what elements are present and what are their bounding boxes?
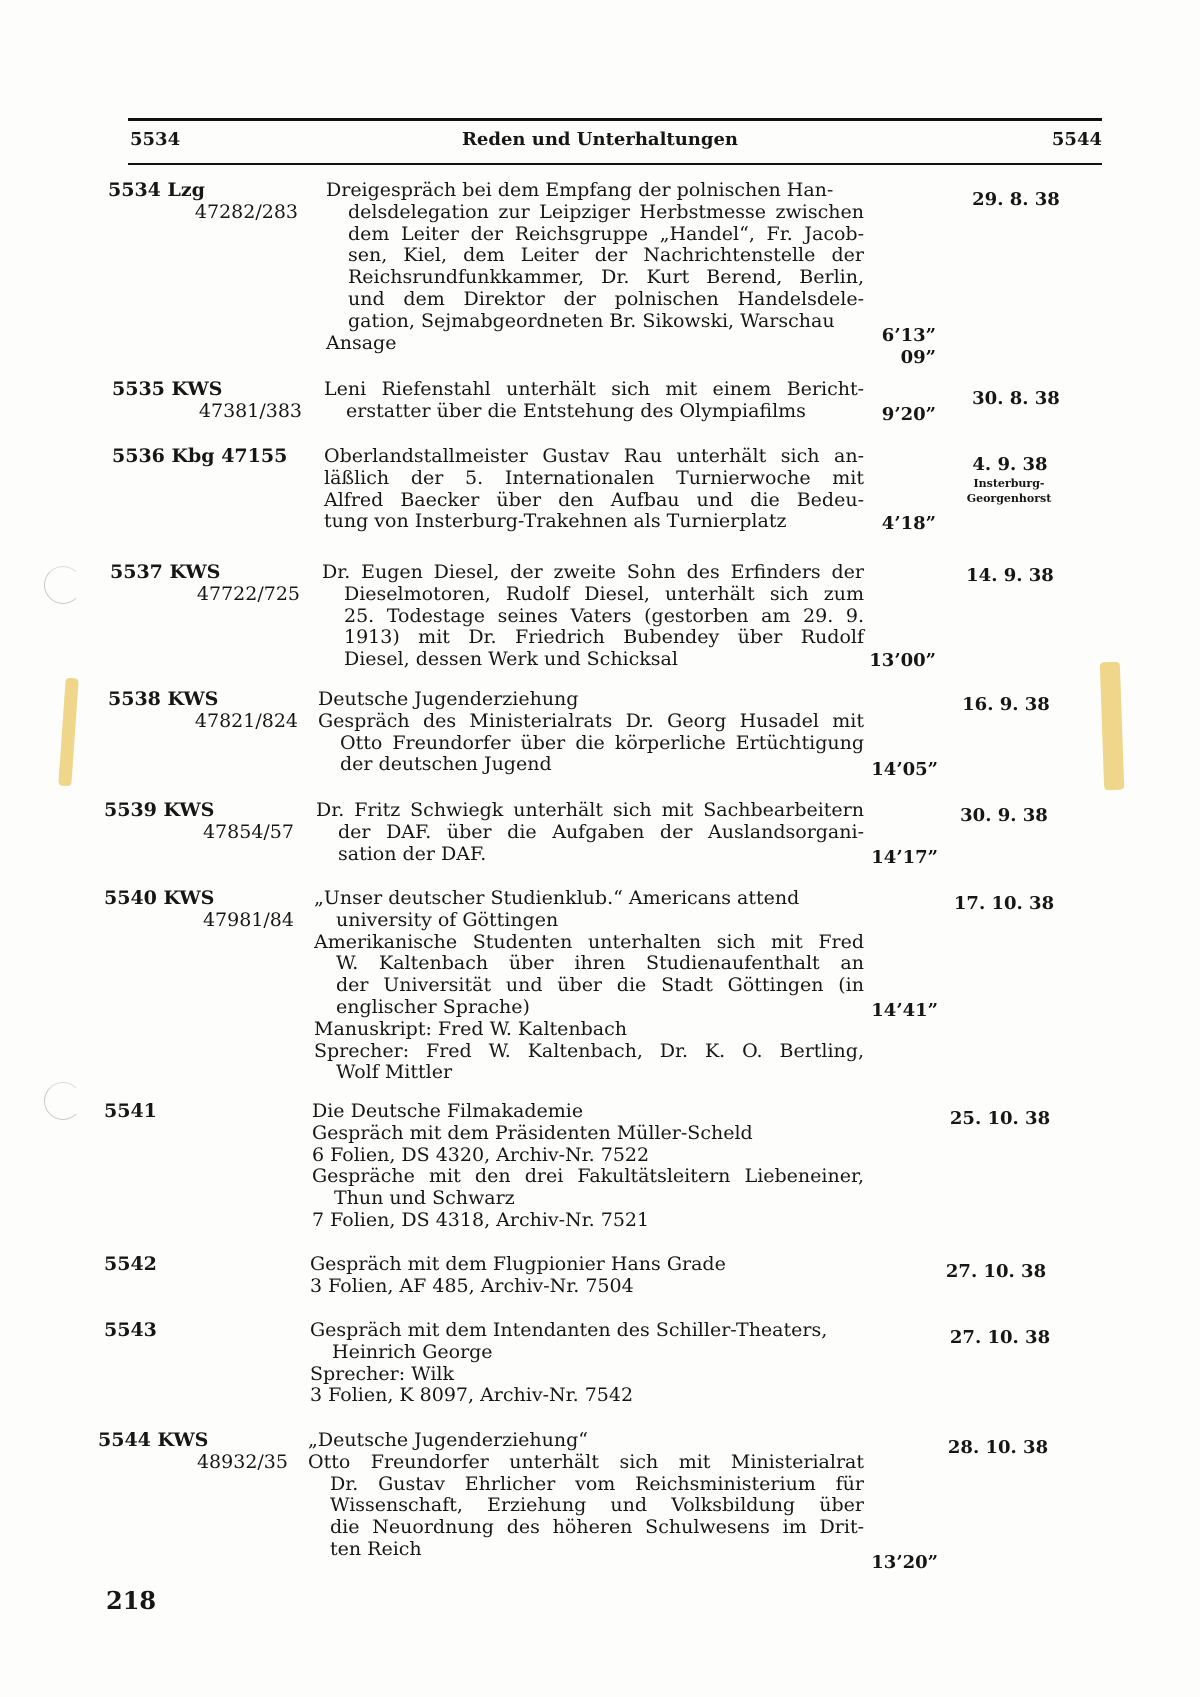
description-line: Gespräch des Ministerialrats Dr. Georg Husadel mit — [318, 709, 864, 732]
description-line: der deutschen Jugend — [340, 753, 552, 776]
entry-date: 30. 8. 38 — [972, 388, 1060, 409]
entry-id-column — [112, 379, 302, 423]
entry-duration: 4’18” — [881, 513, 936, 534]
description-line: Leni Riefenstahl unterhält sich mit einem Bericht- — [324, 378, 864, 400]
description-line: 3 Folien, AF 485, Archiv-Nr. 7504 — [310, 1274, 634, 1297]
entry-id-column — [104, 1254, 294, 1276]
description-line: dem Leiter der Reichsgruppe „Handel“, Fr. Jacob- — [348, 222, 864, 245]
header-right-number: 5544 — [1051, 129, 1102, 150]
punch-hole — [44, 1082, 82, 1120]
entry-description — [322, 562, 864, 671]
entry-date: 16. 9. 38 — [962, 694, 1050, 715]
description-line: Otto Freundorfer über die körperliche Ertüchtigung — [340, 731, 864, 754]
entry-description — [324, 379, 864, 423]
entry-id-column — [104, 1101, 294, 1123]
description-line: 6 Folien, DS 4320, Archiv-Nr. 7522 — [312, 1143, 650, 1166]
entry-archive-id: 47821/824 — [194, 710, 298, 732]
entry-description — [314, 888, 864, 1084]
entry-date: 17. 10. 38 — [953, 893, 1055, 914]
entry-description — [310, 1254, 864, 1298]
entry-description — [326, 180, 864, 354]
entry-number: 5541 — [104, 1100, 157, 1122]
description-line: sen, Kiel, dem Leiter der Nachrichtenstelle der — [348, 244, 864, 267]
entry-date: 25. 10. 38 — [949, 1108, 1051, 1129]
entry-number: 5543 — [104, 1319, 157, 1341]
entry-id-column — [98, 1430, 288, 1474]
highlighter-mark — [1100, 662, 1124, 791]
description-line: „Unser deutscher Studienklub.“ Americans attend — [314, 887, 800, 909]
description-line: Heinrich George — [332, 1340, 493, 1363]
description-line: Alfred Baecker über den Aufbau und die Bedeu- — [324, 488, 864, 511]
header-left-number: 5534 — [130, 129, 181, 150]
description-line: Sprecher: Fred W. Kaltenbach, Dr. K. O. Bertling, — [314, 1039, 864, 1062]
entry-date: 28. 10. 38 — [947, 1437, 1049, 1458]
entry-date: 14. 9. 38 — [966, 565, 1054, 586]
entry-id-column — [112, 446, 302, 468]
entry-id-column — [104, 1320, 294, 1342]
entry-archive-id: 47381/383 — [198, 400, 302, 422]
entry-number: 5534 Lzg — [108, 179, 205, 201]
entry-archive-id: 47854/57 — [202, 821, 294, 843]
entry-id-column — [110, 562, 300, 606]
entry-duration: 9’20” — [881, 404, 936, 425]
description-line: Deutsche Jugenderziehung — [318, 688, 579, 710]
entry-duration: 14’17” — [871, 847, 938, 868]
entry-archive-id: 47282/283 — [194, 201, 298, 223]
entry-number: 5535 KWS — [112, 378, 223, 400]
entry-number: 5536 Kbg 47155 — [112, 445, 288, 467]
header-rule-top — [128, 118, 1102, 121]
entry-place — [944, 476, 1074, 506]
description-line: gation, Sejmabgeordneten Br. Sikowski, Warschau — [348, 309, 835, 332]
description-line: Gespräch mit dem Intendanten des Schiller-Theaters, — [310, 1319, 828, 1341]
page-number: 218 — [106, 1586, 157, 1615]
description-line: sation der DAF. — [338, 842, 487, 865]
entry-description — [316, 800, 864, 865]
punch-hole — [44, 566, 82, 604]
description-line: Amerikanische Studenten unterhalten sich mit Fred — [314, 930, 864, 953]
entry-duration: 09” — [900, 347, 936, 368]
description-line: und dem Direktor der polnischen Handelsdele- — [348, 287, 864, 310]
description-line: Oberlandstallmeister Gustav Rau unterhält sich an- — [324, 445, 864, 467]
description-line: Manuskript: Fred W. Kaltenbach — [314, 1017, 627, 1040]
description-line: Dieselmotoren, Rudolf Diesel, unterhält sich zum — [344, 582, 864, 605]
entry-date: 30. 9. 38 — [960, 805, 1048, 826]
description-line: Dr. Gustav Ehrlicher vom Reichsministerium für — [330, 1472, 864, 1495]
description-line: läßlich der 5. Internationalen Turnierwoche mit — [324, 466, 864, 489]
running-title: Reden und Unterhaltungen — [461, 129, 739, 150]
description-line: Otto Freundorfer unterhält sich mit Ministerialrat — [308, 1450, 864, 1473]
description-line: 3 Folien, K 8097, Archiv-Nr. 7542 — [310, 1384, 634, 1407]
description-line: Dr. Eugen Diesel, der zweite Sohn des Erfinders der — [322, 561, 864, 583]
entry-number: 5540 KWS — [104, 887, 215, 909]
entry-description — [312, 1101, 864, 1232]
entry-id-column — [108, 180, 298, 224]
description-line: Dreigespräch bei dem Empfang der polnischen Han- — [326, 179, 834, 201]
entry-description — [318, 689, 864, 776]
description-line: Gespräch mit dem Flugpionier Hans Grade — [310, 1253, 726, 1275]
entry-duration: 6’13” — [881, 325, 936, 346]
entry-place-line: Georgenhorst — [966, 492, 1052, 505]
description-line: 1913) mit Dr. Friedrich Bubendey über Rudolf — [344, 626, 864, 649]
entry-archive-id: 48932/35 — [196, 1451, 288, 1473]
entry-id-column — [104, 800, 294, 844]
description-line: delsdelegation zur Leipziger Herbstmesse zwischen — [348, 200, 864, 223]
description-line: ten Reich — [330, 1537, 422, 1560]
description-line: Dr. Fritz Schwiegk unterhält sich mit Sachbearbeitern — [316, 799, 864, 821]
entry-number: 5542 — [104, 1253, 157, 1275]
entry-date: 27. 10. 38 — [945, 1261, 1047, 1282]
description-line: tung von Insterburg-Trakehnen als Turnierplatz — [324, 510, 787, 533]
description-line: Wolf Mittler — [336, 1061, 453, 1084]
description-line: englischer Sprache) — [336, 995, 530, 1018]
description-line: Gespräch mit dem Präsidenten Müller-Scheld — [312, 1121, 753, 1144]
entry-description — [310, 1320, 864, 1407]
entry-duration: 14’05” — [871, 759, 938, 780]
description-line: Die Deutsche Filmakademie — [312, 1100, 584, 1122]
entry-archive-id: 47981/84 — [202, 909, 294, 931]
description-line: der DAF. über die Aufgaben der Auslandsorgani- — [338, 820, 864, 843]
header-rule-bottom — [128, 163, 1102, 165]
description-line: Diesel, dessen Werk und Schicksal — [344, 648, 678, 671]
entry-number: 5537 KWS — [110, 561, 221, 583]
entry-date: 4. 9. 38 — [972, 454, 1048, 475]
description-line: 25. Todestage seines Vaters (gestorben am 29. 9. — [344, 604, 864, 627]
description-line: Gespräche mit den drei Fakultätsleitern Liebeneiner, — [312, 1165, 864, 1188]
entry-duration: 13’00” — [869, 650, 936, 671]
entry-id-column — [104, 888, 294, 932]
entry-archive-id: 47722/725 — [196, 583, 300, 605]
entry-id-column — [108, 689, 298, 733]
entry-date: 29. 8. 38 — [972, 189, 1060, 210]
entry-number: 5544 KWS — [98, 1429, 209, 1451]
description-line: Ansage — [326, 331, 397, 354]
description-line: der Universität und über die Stadt Göttingen (in — [336, 974, 864, 997]
description-line: university of Göttingen — [336, 908, 559, 931]
description-line: Thun und Schwarz — [334, 1187, 515, 1210]
highlighter-mark — [58, 678, 79, 787]
entry-duration: 14’41” — [871, 1000, 938, 1021]
description-line: W. Kaltenbach über ihren Studienaufenthalt an — [336, 952, 864, 975]
entry-date: 27. 10. 38 — [949, 1327, 1051, 1348]
entry-number: 5539 KWS — [104, 799, 215, 821]
entry-description — [324, 446, 864, 533]
description-line: „Deutsche Jugenderziehung“ — [308, 1429, 589, 1451]
description-line: die Neuordnung des höheren Schulwesens im Drit- — [330, 1516, 864, 1539]
entry-description — [308, 1430, 864, 1561]
entry-place-line: Insterburg- — [973, 477, 1045, 490]
description-line: Wissenschaft, Erziehung und Volksbildung über — [330, 1494, 864, 1517]
entry-duration: 13’20” — [871, 1552, 938, 1573]
description-line: erstatter über die Entstehung des Olympiafilms — [346, 399, 806, 422]
description-line: Sprecher: Wilk — [310, 1362, 455, 1385]
description-line: Reichsrundfunkkammer, Dr. Kurt Berend, Berlin, — [348, 266, 864, 289]
description-line: 7 Folien, DS 4318, Archiv-Nr. 7521 — [312, 1208, 650, 1231]
entry-number: 5538 KWS — [108, 688, 219, 710]
